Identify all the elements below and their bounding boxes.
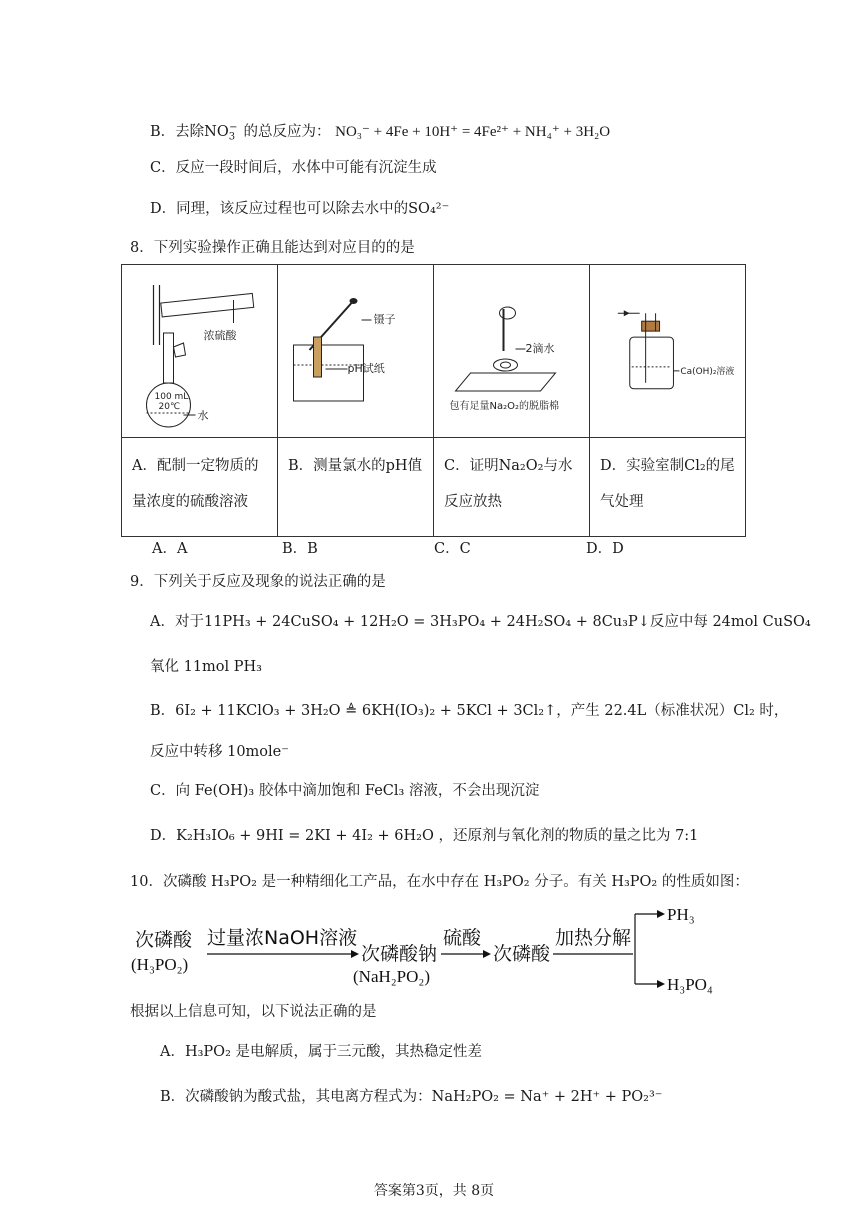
q8-stem: 8．下列实验操作正确且能达到对应目的的是 (130, 240, 415, 256)
flow-arrow3-label: 加热分解 (555, 927, 632, 949)
gas-washing-bottle-figure (590, 265, 745, 437)
flow-node-sodium-hypophosphite: 次磷酸钠 (361, 943, 438, 965)
q10-option-b: B．次磷酸钠为酸式盐，其电离方程式为：NaH₂PO₂ = Na⁺ + 2H⁺ + PO₂³⁻ (160, 1089, 663, 1105)
q8-option-b: B．B (282, 541, 318, 557)
ph-paper-figure (278, 265, 433, 437)
q7-option-b: B．去除$NO_3^-$ 的总反应为： NO₃⁻ + 4Fe + 10H⁺ = 4Fe²⁺ + NH₄⁺ + 3H₂O (150, 122, 611, 143)
flow-node-hypophosphorous-acid: 次磷酸 (135, 929, 193, 951)
q9-option-c: C．向 Fe(OH)₃ 胶体中滴加饱和 FeCl₃ 溶液，不会出现沉淀 (150, 783, 540, 799)
label-flask-temp: 20℃ (158, 402, 181, 412)
flow-arrow1-label: 过量浓NaOH溶液 (207, 927, 358, 949)
q9-option-a-line1: A．对于11PH₃ + 24CuSO₄ + 12H₂O = 3H₃PO₄ + 24H₂SO₄ + 8Cu₃P↓反应中每 24mol CuSO₄ (150, 614, 811, 630)
q10-option-a: A．H₃PO₂ 是电解质，属于三元酸，其热稳定性差 (160, 1044, 482, 1060)
label-tweezers: 镊子 (373, 313, 396, 326)
q10-stem: 10．次磷酸 H₃PO₂ 是一种精细化工产品，在水中存在 H₃PO₂ 分子。有关 H₃PO₂ 的性质如图： (130, 874, 749, 890)
cell-b-figure (278, 265, 434, 438)
arrow-head-icon (657, 910, 665, 918)
arrow-head-icon (351, 950, 359, 958)
q9-option-b-line2: 反应中转移 10mole⁻ (150, 744, 289, 760)
q9-option-b-line1: B．6I₂ + 11KClO₃ + 3H₂O ≜ 6KH(IO₃)₂ + 5KCl + 3Cl₂↑，产生 22.4L（标准状况）Cl₂ 时， (150, 703, 789, 719)
label-conc-acid: 浓硫酸 (203, 329, 237, 342)
flow-product-h3po4: H₃PO₄ (667, 975, 713, 994)
label-cotton-peroxide: 包有足量Na₂O₂的脱脂棉 (449, 401, 559, 412)
q8-option-d: D．D (586, 541, 624, 557)
q10-reaction-flow (125, 898, 745, 998)
q7-option-d: D．同理，该反应过程也可以除去水中的SO₄²⁻ (150, 201, 450, 217)
cell-d-figure (590, 265, 746, 438)
flow-node1-formula: (H₃PO₂) (131, 955, 189, 974)
q9-option-d: D．K₂H₃IO₆ + 9HI = 2KI + 4I₂ + 6H₂O ，还原剂与氧化剂的物质的量之比为 7:1 (150, 828, 699, 844)
cell-b-caption: B．测量氯水的pH值 (278, 438, 434, 537)
flow-product-ph3: PH₃ (667, 905, 695, 924)
flow-node-acid-again: 次磷酸 (493, 943, 551, 965)
q8-answer-options (0, 537, 868, 557)
label-flask-volume: 100 mL (154, 392, 189, 402)
cell-d-caption: D．实验室制Cl₂的尾气处理 (590, 438, 746, 537)
cell-a-figure (122, 265, 278, 438)
label-ph-paper: pH试纸 (347, 362, 385, 375)
q9-option-a-line2: 氧化 11mol PH₃ (150, 659, 262, 675)
q10-lead: 根据以上信息可知，以下说法正确的是 (130, 1004, 377, 1020)
q8-option-a: A．A (152, 541, 188, 557)
q8-experiment-table (121, 264, 746, 537)
arrow-head-icon (657, 980, 665, 988)
flow-arrow2-label: 硫酸 (443, 927, 482, 949)
q8-option-c: C．C (434, 541, 471, 557)
page-footer: 答案第3页，共 8页 (373, 1183, 495, 1199)
sodium-peroxide-figure (434, 265, 589, 437)
cell-a-caption: A．配制一定物质的量浓度的硫酸溶液 (122, 438, 278, 537)
label-two-drops-water: 2滴水 (525, 342, 555, 355)
cell-c-figure (434, 265, 590, 438)
label-calcium-hydroxide: Ca(OH)₂溶液 (680, 366, 735, 377)
q7-option-c: C．反应一段时间后，水体中可能有沉淀生成 (150, 160, 437, 176)
q7-option-b-equation: NO₃⁻ + 4Fe + 10H⁺ = 4Fe²⁺ + NH₄⁺ + 3H₂O (335, 123, 611, 140)
label-water: 水 (197, 409, 209, 422)
cell-c-caption: C．证明Na₂O₂与水反应放热 (434, 438, 590, 537)
arrow-head-icon (483, 950, 491, 958)
volumetric-flask-figure (122, 265, 277, 437)
flow-node2-formula: (NaH₂PO₂) (353, 967, 431, 986)
q9-stem: 9．下列关于反应及现象的说法正确的是 (130, 574, 386, 590)
